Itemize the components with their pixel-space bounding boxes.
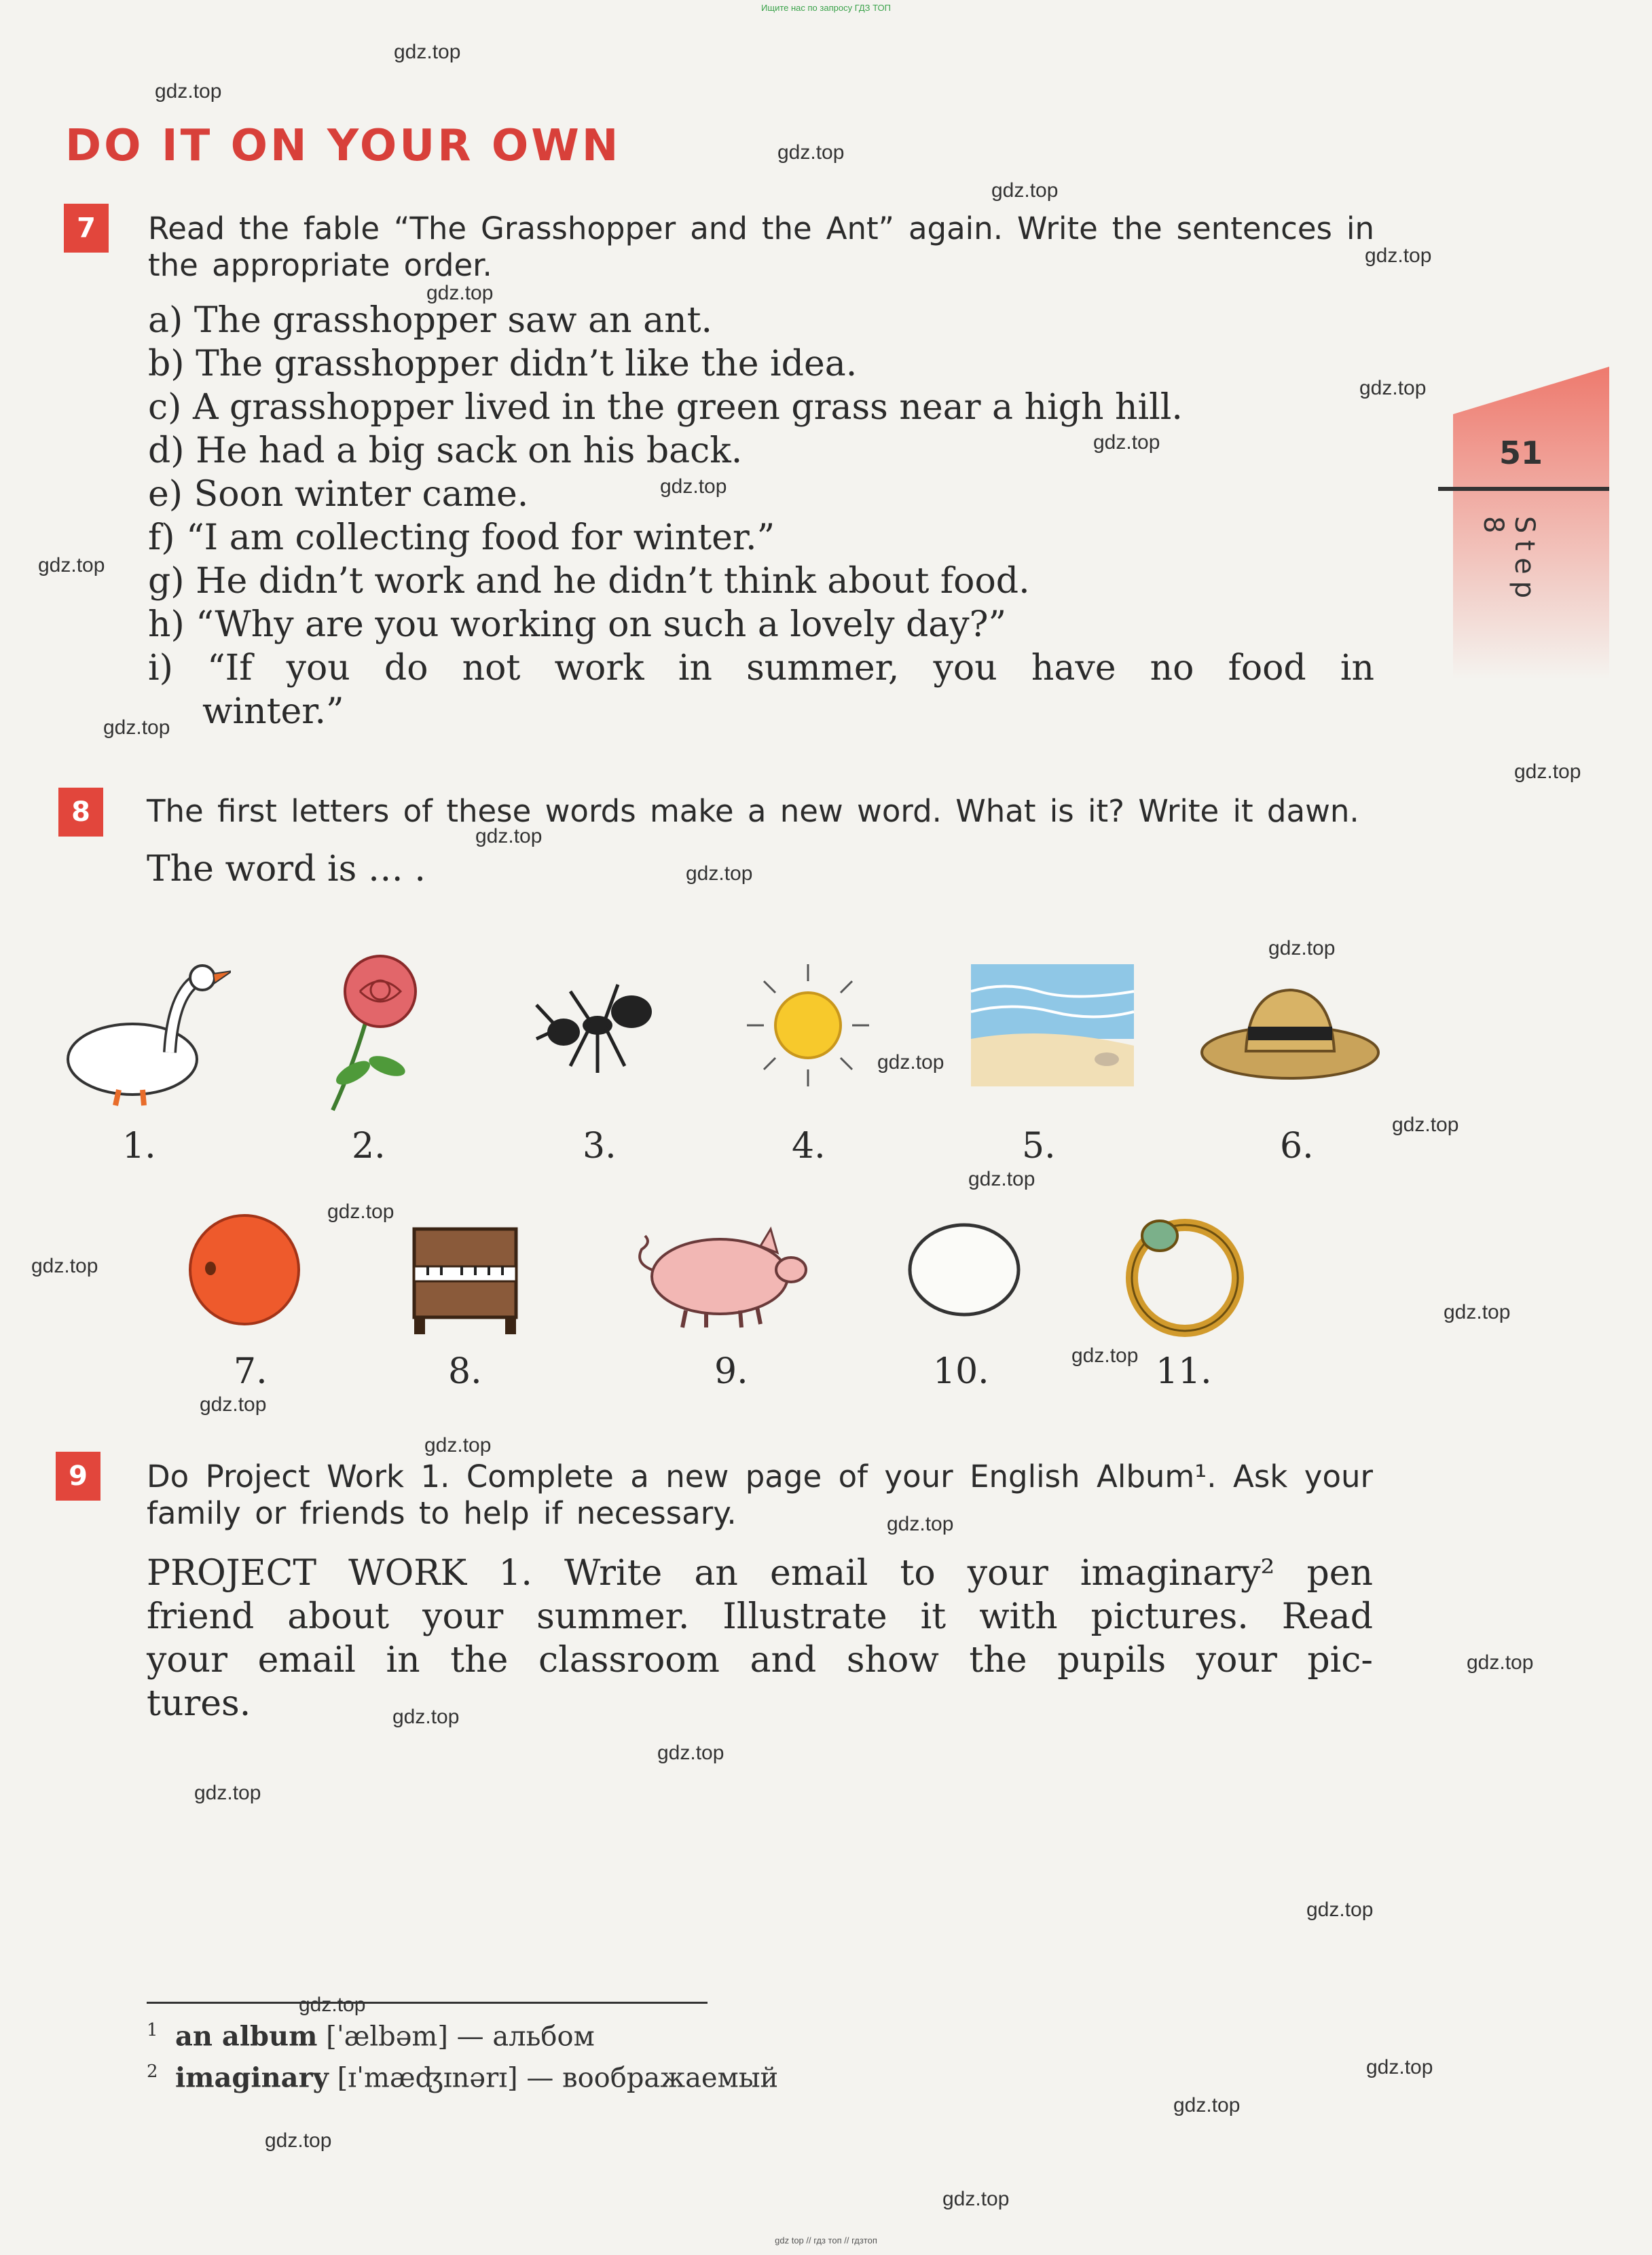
exercise-7-number: 7 — [64, 204, 109, 253]
picture-label: 10. — [933, 1351, 989, 1392]
exercise-7-instruction: Read the fable “The Grasshopper and the Ant” again. Write the sentences in the appropriate order. — [148, 210, 1374, 283]
picture-label: 5. — [1022, 1126, 1056, 1167]
watermark: gdz.top — [1392, 1114, 1459, 1136]
exercise-9-number: 9 — [56, 1452, 100, 1501]
watermark: gdz.top — [299, 1994, 366, 2016]
watermark: gdz.top — [392, 1706, 460, 1728]
watermark: gdz.top — [942, 2188, 1010, 2210]
footnote-1: $^1$ an album [ˈælbəm] — альбом — [147, 2020, 595, 2053]
exercise-9-instruction-line1: Do Project Work 1. Complete a new page of your English Album¹. Ask your — [147, 1459, 1373, 1495]
watermark: gdz.top — [1268, 937, 1336, 959]
list-item: f) “I am collecting food for winter.” — [148, 517, 775, 558]
watermark: gdz.top — [424, 1434, 492, 1456]
picture-label: 2. — [352, 1126, 386, 1167]
sea-icon — [964, 951, 1141, 1100]
watermark: gdz.top — [968, 1168, 1035, 1190]
watermark: gdz.top — [1366, 2056, 1433, 2078]
watermark: gdz.top — [38, 554, 105, 576]
picture-label: 7. — [234, 1351, 268, 1392]
watermark: gdz.top — [103, 716, 170, 739]
list-item: d) He had a big sack on his back. — [148, 430, 743, 471]
watermark: gdz.top — [686, 862, 753, 885]
list-item: g) He didn’t work and he didn’t think about food. — [148, 561, 1030, 602]
project-work-text — [147, 1552, 1373, 1725]
exercise-8-prompt: The word is … . — [147, 849, 426, 890]
watermark: gdz.top — [394, 41, 461, 63]
watermark: gdz.top — [887, 1513, 954, 1535]
list-item-continuation: winter.” — [202, 691, 344, 732]
list-item: c) A grasshopper lived in the green grass near a high hill. — [148, 387, 1183, 428]
watermark: gdz.top — [1359, 377, 1427, 399]
watermark: gdz.top — [31, 1255, 98, 1277]
watermark: gdz.top — [1444, 1301, 1511, 1323]
list-item: e) Soon winter came. — [148, 474, 529, 515]
watermark: gdz.top — [1093, 431, 1160, 454]
exercise-9-instruction-line2: family or friends to help if necessary. — [147, 1495, 737, 1531]
footnote-divider — [147, 2002, 708, 2004]
project-line: your email in the classroom and show the pupils your pic- — [147, 1640, 1373, 1681]
picture-label: 3. — [583, 1126, 617, 1167]
bottom-note: gdz top // гдз топ // гдзтоп — [775, 2235, 877, 2245]
watermark: gdz.top — [1173, 2094, 1241, 2116]
picture-label: 11. — [1156, 1351, 1212, 1392]
list-item: h) “Why are you working on such a lovely day?” — [148, 604, 1007, 645]
watermark: gdz.top — [1365, 244, 1432, 267]
watermark: gdz.top — [660, 475, 727, 498]
exercise-8-number: 8 — [58, 788, 103, 837]
watermark: gdz.top — [1514, 760, 1581, 783]
watermark: gdz.top — [1071, 1344, 1139, 1367]
watermark: gdz.top — [155, 80, 222, 103]
step-label: Step 8 — [1477, 516, 1540, 606]
watermark: gdz.top — [777, 141, 845, 164]
pig-icon — [625, 1215, 822, 1331]
sun-icon — [733, 957, 883, 1093]
ant-icon — [530, 964, 665, 1086]
watermark: gdz.top — [657, 1742, 724, 1764]
list-item: b) The grasshopper didn’t like the idea. — [148, 344, 858, 384]
watermark: gdz.top — [194, 1782, 261, 1804]
goose-icon — [54, 951, 231, 1114]
watermark: gdz.top — [200, 1393, 267, 1416]
watermark: gdz.top — [1306, 1899, 1374, 1921]
rose-icon — [306, 951, 441, 1114]
picture-label: 9. — [714, 1351, 748, 1392]
picture-label: 6. — [1280, 1126, 1314, 1167]
list-item: a) The grasshopper saw an ant. — [148, 300, 713, 341]
watermark: gdz.top — [877, 1051, 944, 1074]
watermark: gdz.top — [1467, 1651, 1534, 1674]
project-line: PROJECT WORK 1. Write an email to your imaginary² pen — [147, 1553, 1373, 1594]
exercise-8-instruction: The first letters of these words make a new word. What is it? Write it dawn. — [147, 793, 1359, 829]
page-number: 51 — [1499, 435, 1543, 471]
project-line: friend about your summer. Illustrate it with pictures. Read — [147, 1596, 1373, 1637]
watermark: gdz.top — [426, 282, 494, 304]
hat-icon — [1195, 971, 1385, 1093]
picture-label: 8. — [448, 1351, 482, 1392]
exercise-7-list — [148, 299, 1374, 733]
egg-icon — [903, 1215, 1025, 1324]
piano-icon — [401, 1215, 530, 1338]
watermark: gdz.top — [475, 825, 543, 847]
watermark: gdz.top — [265, 2129, 332, 2152]
watermark: gdz.top — [991, 179, 1059, 202]
top-note: Ищите нас по запросу ГДЗ ТОП — [761, 3, 891, 13]
picture-label: 4. — [792, 1126, 826, 1167]
picture-label: 1. — [122, 1126, 156, 1167]
ring-icon — [1114, 1202, 1256, 1338]
footnote-2: $^2$ imaginary [ɪˈmæʤɪnərɪ] — воображаемый — [147, 2061, 779, 2094]
section-heading: DO IT ON YOUR OWN — [65, 121, 621, 171]
orange-icon — [183, 1209, 306, 1331]
project-line: tures. — [147, 1683, 251, 1724]
watermark: gdz.top — [327, 1200, 394, 1223]
list-item: i) “If you do not work in summer, you have no food in — [148, 648, 1374, 689]
